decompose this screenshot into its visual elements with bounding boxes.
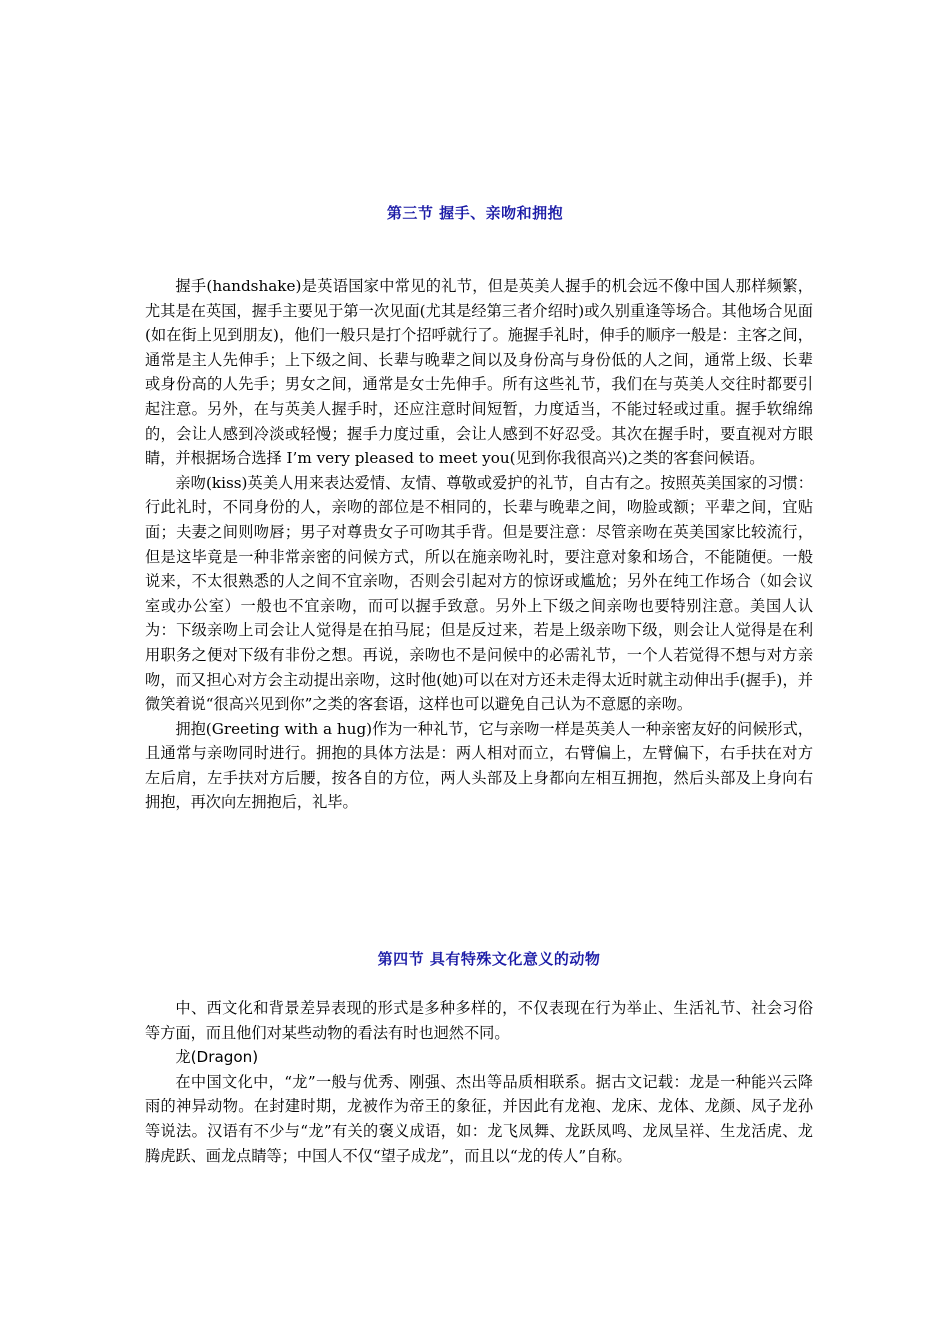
paragraph-handshake: 握手(handshake)是英语国家中常见的礼节，但是英美人握手的机会远不像中国人那样频繁，尤其是在英国，握手主要见于第一次见面(尤其是经第三者介绍时)或久别重逢等场合。其他场合见面(如在街上见到朋友)，他们一般只是打个招呼就行了。施握手礼时，伸手的顺序一般是：主客之间，通常是主人先伸手；上下级之间、长辈与晚辈之间以及身份高与身份低的人之间，通常上级、长辈或身份高的人先手；男女之间，通常是女士先伸手。所有这些礼节，我们在与英美人交往时都要引起注意。另外，在与英美人握手时，还应注意时间短暂，力度适当，不能过轻或过重。握手软绵绵的，会让人感到冷淡或轻慢；握手力度过重，会让人感到不好忍受。其次在握手时，要直视对方眼睛，并根据场合选择 I’m very pleased to meet you(见到你我很高兴)之类的客套问候语。 [145, 277, 813, 468]
subheading-dragon: 龙(Dragon) [175, 1048, 259, 1067]
paragraph-kiss: 亲吻(kiss)英美人用来表达爱情、友情、尊敬或爱护的礼节，自古有之。按照英美国家的习惯：行此礼时，不同身份的人，亲吻的部位是不相同的，长辈与晚辈之间，吻脸或额；平辈之间，宜贴面；夫妻之间则吻唇；男子对尊贵女子可吻其手背。但是要注意：尽管亲吻在英美国家比较流行，但是这毕竟是一种非常亲密的问候方式，所以在施亲吻礼时，要注意对象和场合，不能随便。一般说来，不太很熟悉的人之间不宜亲吻，否则会引起对方的惊讶或尴尬；另外在纯工作场合（如会议室或办公室）一般也不宜亲吻，而可以握手致意。另外上下级之间亲吻也要特别注意。美国人认为：下级亲吻上司会让人觉得是在拍马屁；但是反过来，若是上级亲吻下级，则会让人觉得是在利用职务之便对下级有非份之想。再说，亲吻也不是问候中的必需礼节，一个人若觉得不想与对方亲吻，而又担心对方会主动提出亲吻，这时他(她)可以在对方还未走得太近时就主动伸出手(握手)，并微笑着说“很高兴见到你”之类的客套语，这样也可以避免自己认为不意愿的亲吻。 [145, 473, 813, 714]
paragraph-hug: 拥抱(Greeting with a hug)作为一种礼节，它与亲吻一样是英美人一种亲密友好的问候形式，且通常与亲吻同时进行。拥抱的具体方法是：两人相对而立，右臂偏上，左臂偏下，右手扶在对方左后肩，左手扶对方后腰，按各自的方位，两人头部及上身都向左相互拥抱，然后头部及上身向右拥抱，再次向左拥抱后，礼毕。 [145, 719, 813, 812]
paragraph-animals-intro: 中、西文化和背景差异表现的形式是多种多样的，不仅表现在行为举止、生活礼节、社会习俗等方面，而且他们对某些动物的看法有时也迥然不同。 [145, 999, 813, 1042]
section-title-handshake-kiss-hug: 第三节 握手、亲吻和拥抱 [386, 204, 564, 222]
section-body-etiquette [145, 274, 813, 815]
section-title-animals: 第四节 具有特殊文化意义的动物 [377, 950, 601, 968]
paragraph-dragon: 在中国文化中，“龙”一般与优秀、刚强、杰出等品质相联系。据古文记载：龙是一种能兴云降雨的神异动物。在封建时期，龙被作为帝王的象征，并因此有龙袍、龙床、龙体、龙颜、凤子龙孙等说法。汉语有不少与“龙”有关的褒义成语，如：龙飞凤舞、龙跃凤鸣、龙凤呈祥、生龙活虎、龙腾虎跃、画龙点睛等；中国人不仅“望子成龙”，而且以“龙的传人”自称。 [145, 1072, 813, 1165]
section-body-animals [145, 996, 813, 1168]
